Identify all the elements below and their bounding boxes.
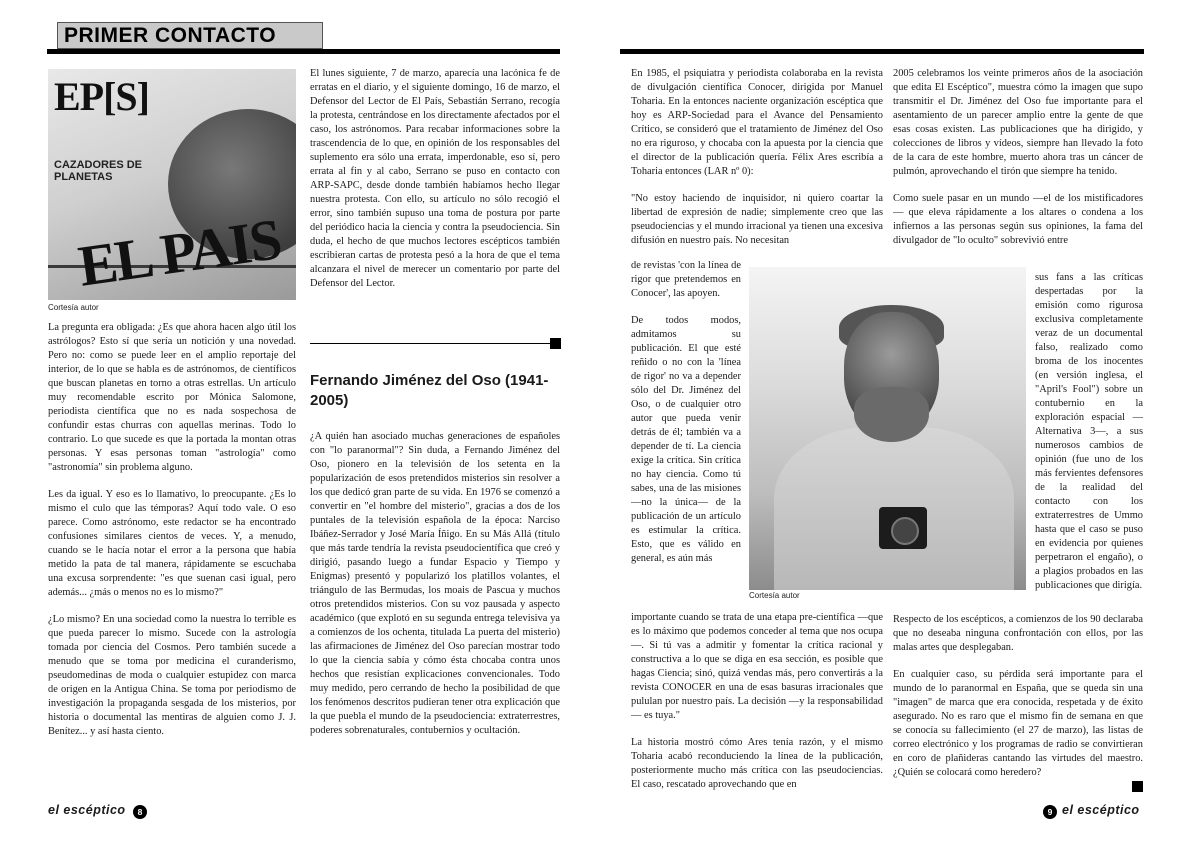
portrait-beard: [854, 387, 929, 442]
column-1: [48, 321, 296, 752]
page-number-right: 9: [1043, 805, 1057, 819]
footer-label-left: el escéptico: [48, 803, 126, 817]
page-number-left: 8: [133, 805, 147, 819]
column-3-narrow: [631, 259, 741, 566]
column-3-top: [631, 67, 883, 248]
paragraph: La historia mostró cómo Ares tenía razón, y el mismo Toharia acabó reconduciendo la línea de la publicación, posteriormente mucho más crítica con las pseudociencias. El caso, rescatado aprovechando que en: [631, 737, 883, 790]
paragraph: Respecto de los escépticos, a comienzos de los 90 declaraba que no deseaba ninguna confrontación con ellos, por las malas artes que desplegaban.: [893, 614, 1143, 653]
cover-masthead: EP[S]: [54, 74, 149, 119]
paragraph: ¿A quién han asociado muchas generaciones de españoles con "lo paranormal"? Sin duda, a Fernando Jiménez del Oso, pionero en la televisión de los setenta en la popularización de esos pretendidos misterios sin resolver a los que dedicó gran parte de su vida. En 1976 se comenzó a convertir en "el hombre del misterio", gracias a dos de los puntales de la televisión española de la época: Narciso Ibáñez-Serrador y José María Íñigo. En su Más Allá (título que más tarde tendría la revista pseudocientífica que creó y dirigió, pasando luego a fundar Espacio y Tiempo y Enigmas) presentó y popularizó los platillos volantes, el triángulo de las Bermudas, los moais de Pascua y muchos otros pretendidos misterios. Con su voz pausada y aspecto académico (que explotó en su segunda entrega televisiva ya a comienzos de los ochenta, titulada La puerta del misterio) las afirmaciones de Jiménez del Oso parecían mostrar todo lo que la ciencia sabía y cómo ésta chocaba contra unos hechos que resistían explicaciones convencionales. Todo muy medido, pero cerrando de hecho la posibilidad de que los fenómenos descritos pudieran tener otra explicación que la que puebla el mundo de la pseudociencia: extraterrestres, poderes sobrenaturales, contubernios y ocultación.: [310, 431, 560, 736]
column-4-narrow: [1035, 271, 1143, 593]
column-4-top: [893, 67, 1143, 248]
cover-caption: Cortesía autor: [48, 303, 99, 312]
portrait-caption: Cortesía autor: [749, 591, 800, 600]
paragraph: ¿Lo mismo? En una sociedad como la nuestra lo terrible es que pueda parecer lo mismo. Sucede con la astrología tomada por ciencia del Cosmos. Pero también sucede a menudo que se toma por medicina el curanderismo, pseudomedinas de moda o cualquier estupidez con marca de origen en la Antigua China. Se toma por periodismo de investigación la propaganda sesgada de los misterios, por historia o documental las mentiras de alguien como J. J. Benítez... y así hasta ciento.: [48, 614, 296, 737]
paragraph: El lunes siguiente, 7 de marzo, aparecía una lacónica fe de erratas en el diario, y el siguiente domingo, 16 de marzo, el Defensor del Lector de El País, Sebastián Serrano, recogía la protesta, centrándose en los directamente afectados por el caso, los astrónomos. Para recabar informaciones sobre la trascendencia de lo que, en opinión de los responsables del suplemento era sólo una errata, imperdonable, eso sí, pero errata al fin y al cabo, Serrano se puso en contacto con ARP-SAPC, desde donde también habíamos hecho llegar nuestra protesta. Con ello, su artículo no sólo recogió el error, sino también supuso una toma de postura por parte del periódico hacia la ciencia y contra la pseudociencia. Sin duda, el hecho de que muchos lectores escépticos también escribieran cartas de protesta pesó a la hora de que el tema alcanzara el nivel de merecer un comentario por parte del Defensor del Lector.: [310, 68, 560, 289]
section-end-mark: [550, 338, 561, 349]
paragraph: De todos modos, admitamos su publicación. El que esté reñido o no con la 'línea de rigor' no va a depender sólo del Dr. Jiménez del Oso, o de cualquier otro autor que pueda venir detrás de él; también va a depender de tí. La ciencia exige la crítica. Sin crítica no hay ciencia. Como tú sabes, una de las misiones —no la única— de la publicación de un artículo es estimular la crítica. Esto, que es válido en general, es aún más: [631, 315, 741, 564]
paragraph: En cualquier caso, su pérdida será importante para el mundo de lo paranormal en España, que se queda sin una "imagen" de marca que era conocida, respetada y de éxito asegurado. No es raro que el mismo fin de semana en que se conocía su fallecimiento (el 27 de marzo), las listas de correo electrónico y los programas de radio se convirtieran en coro de plañideras cantando las virtudes del maestro. ¿Quién se colocará como heredero?: [893, 669, 1143, 778]
portrait-photo: [749, 267, 1026, 590]
section-header: [57, 22, 323, 49]
article-end-mark: [1132, 781, 1143, 792]
paragraph: importante cuando se trata de una etapa pre-científica —que es lo máximo que podemos conceder al tema que nos ocupa—. Si tú vas a admitir y fomentar la crítica racional y constructiva a lo que se diga en esa sección, es posible que hagas Ciencia; sinó, quizá vendas más, pero convertirás a la revista CONOCER en una de esas basuras irracionales que pululan por nuestro país. La decisión —y la responsabilidad— es tuya.": [631, 612, 883, 721]
paragraph: "No estoy haciendo de inquisidor, ni quiero coartar la libertad de expresión de nadie; simplemente creo que las pseudociencias y el mundo irracional ya tienen una excesiva difusión en nuestro país. No necesitan: [631, 193, 883, 246]
paragraph: de revistas 'con la línea de rigor que pretendemos en Conocer', las apoyen.: [631, 260, 741, 299]
cover-brand: EL PAIS: [74, 206, 285, 299]
paragraph: Les da igual. Y eso es lo llamativo, lo preocupante. ¿Es lo mismo el culo que las témporas? Aquí todo vale. O eso parece. Como astrónomo, este redactor se ha encontrado confusiones similares cientos de veces. Y, a menudo, cuando se le hacía notar el error a la persona que había metido la pata de tal manera, rápidamente se escuchaba una excusa sorprendente: "es que suenan casi igual, pero además... ¿más o menos no es lo mismo?": [48, 489, 296, 598]
column-2-article: [310, 430, 560, 751]
paragraph: Como suele pasar en un mundo —el de los mistificadores— que eleva rápidamente a los altares o condena a los infiernos a las personas según sus opiniones, la fama del divulgador de "lo oculto" sobrevivió entre: [893, 193, 1143, 246]
section-title: PRIMER CONTACTO: [64, 24, 277, 47]
section-divider: [310, 343, 550, 344]
paragraph: 2005 celebramos los veinte primeros años de la asociación que edita El Escéptico", muestra cómo la imagen que supo transmitir el Dr. Jiménez del Oso fue importante para el asentamiento de un parecer amplio entre la gente de que esas cosas existen. Las publicaciones que ha dirigido, y colecciones de libros y vídeos, siempre han llevado la foto de la cara de este hombre, muerto ahora tras un cáncer de pulmón, aprovechando el tirón que siempre ha tenido.: [893, 68, 1143, 177]
paragraph: En 1985, el psiquiatra y periodista colaboraba en la revista de divulgación científica Conocer, dirigida por Manuel Toharia. En la entonces naciente organización escéptica que hoy es ARP-Sociedad para el Avance del Pensamiento Crítico, se consideró que el tratamiento de Jiménez del Oso no era riguroso, y chocaba con la apuesta por la ciencia que el director de la publicación quería. Félix Ares escribía a Toharia entonces (LAR nº 0):: [631, 68, 883, 177]
footer-label-right: el escéptico: [1062, 803, 1140, 817]
column-4-bottom: [893, 613, 1143, 780]
cover-photo: [48, 69, 296, 300]
paragraph: La pregunta era obligada: ¿Es que ahora hacen algo útil los astrólogos? Esto sí que sería un notición y una novedad. Pero no: como se puede leer en el amplio reportaje del interior, de lo que se habla es de astrónomos, de científicos que buscan planetas en torno a otras estrellas. Un artículo muy recomendable escrito por Mónica Salomone, periodista científica que no es nada sospechosa de confundir estas churras con aquellas merinas. Todo lo contrario. Lo que sucede es que la portada la montan otras personas. Y esas personas toman "astrología" como "astronomía" sin problema alguno.: [48, 322, 296, 473]
header-rule-right: [620, 49, 1144, 54]
column-3-bottom: [631, 611, 883, 792]
column-2-top: [310, 67, 560, 304]
article-heading: Fernando Jiménez del Oso (1941-2005): [310, 372, 549, 409]
camera-lens: [891, 517, 919, 545]
header-rule-left: [47, 49, 560, 54]
paragraph: sus fans a las críticas despertadas por la emisión como rigurosa exclusiva completamente veraz de un documental falso, realizado como broma de los inocentes (en versión inglesa, el "April's Fool") sobre un contubernio en la exploración espacial —Alternativa 3—, a sus numerosos cambios de opinión (fue uno de los más fervientes defensores de la realidad del contacto con los extraterrestres de Ummo hasta que el caso se puso en evidencia por quienes perpetraron el engaño), o a plagios probados en las publicaciones que dirigía.: [1035, 272, 1143, 591]
cover-headline: CAZADORES DE PLANETAS: [54, 159, 143, 183]
